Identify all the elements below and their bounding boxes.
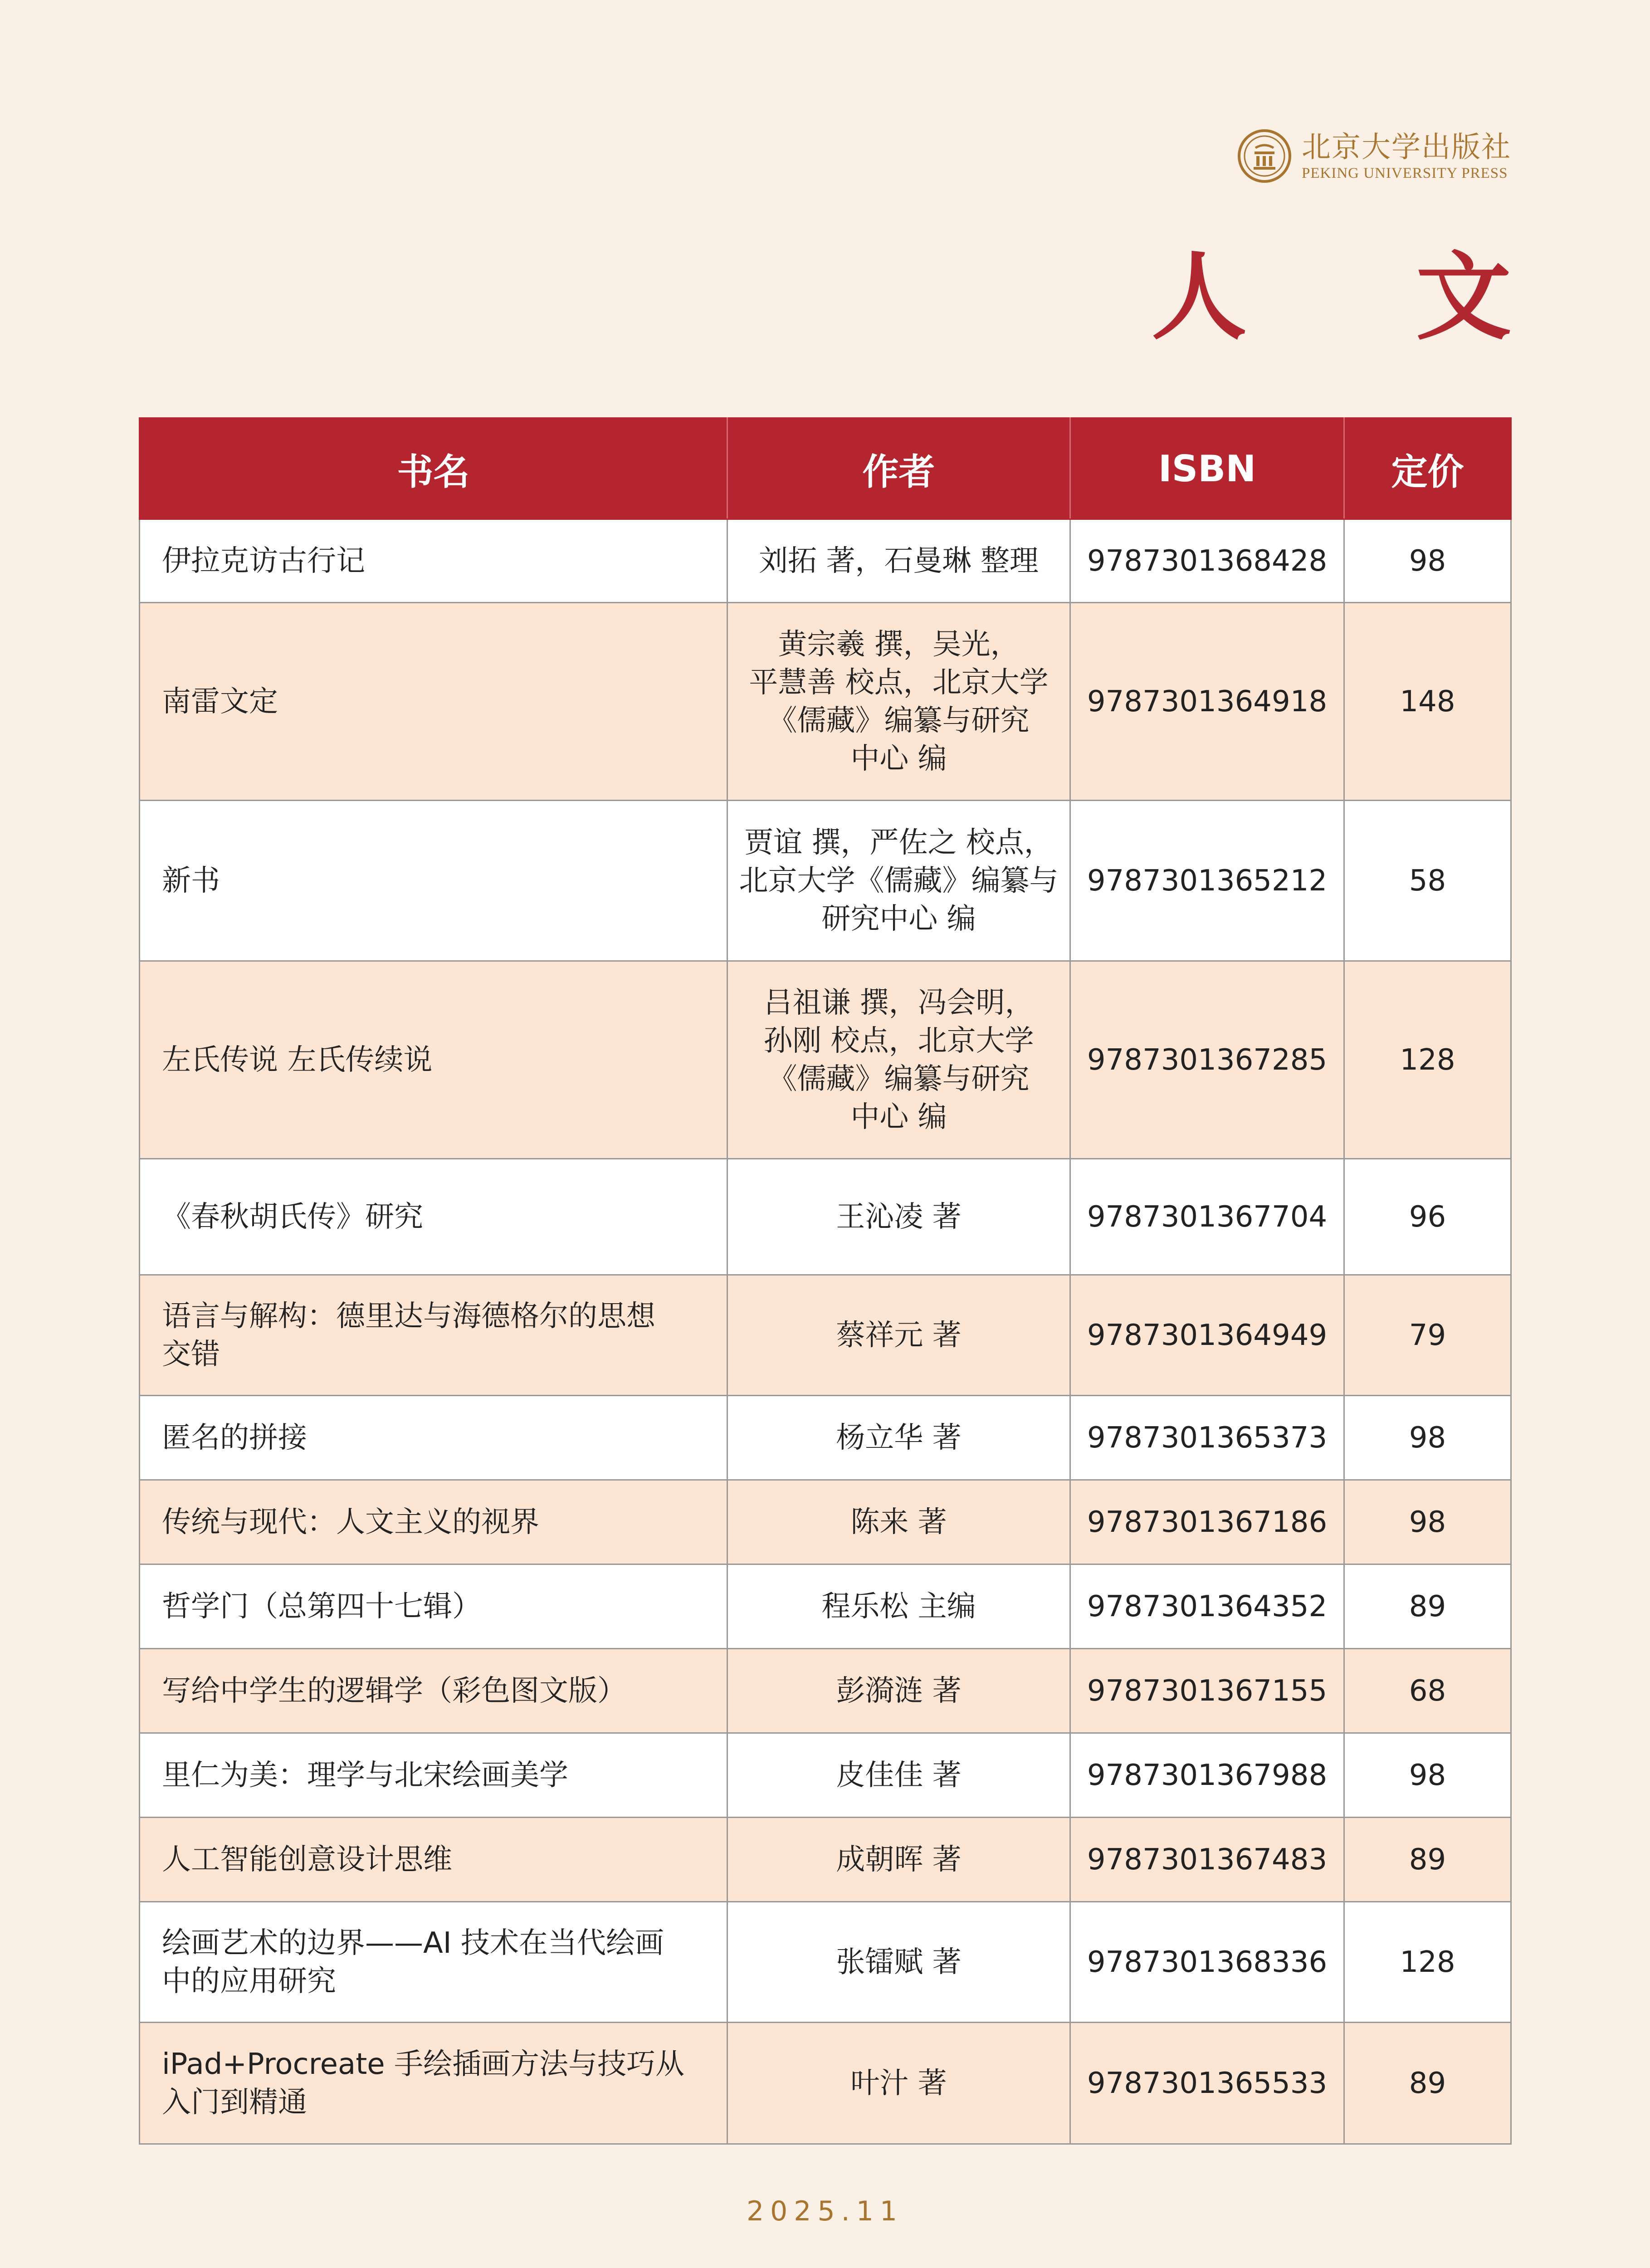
book-title-cell: 匿名的拼接 xyxy=(140,1396,727,1480)
pku-seal-icon xyxy=(1237,129,1292,183)
book-price-cell: 96 xyxy=(1344,1159,1511,1275)
table-row xyxy=(140,801,1511,961)
book-title-cell: iPad+Procreate 手绘插画方法与技巧从 入门到精通 xyxy=(140,2023,727,2144)
book-title-cell: 伊拉克访古行记 xyxy=(140,519,727,603)
book-title-cell: 哲学门（总第四十七辑） xyxy=(140,1564,727,1649)
book-isbn-cell: 9787301367186 xyxy=(1070,1480,1344,1564)
table-row xyxy=(140,1480,1511,1564)
book-title-cell: 南雷文定 xyxy=(140,603,727,801)
book-table xyxy=(139,417,1512,2145)
book-author-cell: 成朝晖 著 xyxy=(727,1818,1070,1902)
book-price-cell: 98 xyxy=(1344,1396,1511,1480)
issue-date: 2025.11 xyxy=(746,2195,904,2227)
table-row xyxy=(140,519,1511,603)
book-isbn-cell: 9787301368428 xyxy=(1070,519,1344,603)
book-author-cell: 杨立华 著 xyxy=(727,1396,1070,1480)
book-author-cell: 陈来 著 xyxy=(727,1480,1070,1564)
book-price-cell: 68 xyxy=(1344,1649,1511,1733)
book-isbn-cell: 9787301368336 xyxy=(1070,1902,1344,2023)
book-price-cell: 128 xyxy=(1344,1902,1511,2023)
category-title: 人 文 xyxy=(1151,241,1579,353)
book-title-cell: 新书 xyxy=(140,801,727,961)
book-price-cell: 89 xyxy=(1344,1818,1511,1902)
book-price-cell: 79 xyxy=(1344,1275,1511,1396)
table-row xyxy=(140,1649,1511,1733)
header-author: 作者 xyxy=(727,418,1070,519)
table-row xyxy=(140,2023,1511,2144)
table-row xyxy=(140,1733,1511,1818)
book-title-cell: 左氏传说 左氏传续说 xyxy=(140,961,727,1159)
book-isbn-cell: 9787301367155 xyxy=(1070,1649,1344,1733)
book-isbn-cell: 9787301365533 xyxy=(1070,2023,1344,2144)
table-row xyxy=(140,1818,1511,1902)
header-price: 定价 xyxy=(1344,418,1511,519)
book-isbn-cell: 9787301367483 xyxy=(1070,1818,1344,1902)
table-row xyxy=(140,961,1511,1159)
book-author-cell: 刘拓 著，石曼琳 整理 xyxy=(727,519,1070,603)
book-price-cell: 89 xyxy=(1344,2023,1511,2144)
book-price-cell: 98 xyxy=(1344,1733,1511,1818)
book-title-cell: 《春秋胡氏传》研究 xyxy=(140,1159,727,1275)
table-row xyxy=(140,603,1511,801)
book-isbn-cell: 9787301365212 xyxy=(1070,801,1344,961)
publisher-name-cn: 北京大学出版社 xyxy=(1302,131,1511,164)
book-price-cell: 128 xyxy=(1344,961,1511,1159)
table-row xyxy=(140,1902,1511,2023)
publisher-logo xyxy=(1237,129,1511,183)
book-price-cell: 98 xyxy=(1344,1480,1511,1564)
book-title-cell: 传统与现代：人文主义的视界 xyxy=(140,1480,727,1564)
book-title-cell: 里仁为美：理学与北宋绘画美学 xyxy=(140,1733,727,1818)
table-row xyxy=(140,1275,1511,1396)
book-author-cell: 王沁凌 著 xyxy=(727,1159,1070,1275)
book-isbn-cell: 9787301364949 xyxy=(1070,1275,1344,1396)
book-price-cell: 98 xyxy=(1344,519,1511,603)
book-title-cell: 写给中学生的逻辑学（彩色图文版） xyxy=(140,1649,727,1733)
book-isbn-cell: 9787301365373 xyxy=(1070,1396,1344,1480)
book-title-cell: 语言与解构：德里达与海德格尔的思想 交错 xyxy=(140,1275,727,1396)
book-author-cell: 皮佳佳 著 xyxy=(727,1733,1070,1818)
book-author-cell: 吕祖谦 撰，冯会明， 孙刚 校点，北京大学 《儒藏》编纂与研究 中心 编 xyxy=(727,961,1070,1159)
book-title-cell: 人工智能创意设计思维 xyxy=(140,1818,727,1902)
book-isbn-cell: 9787301364352 xyxy=(1070,1564,1344,1649)
book-author-cell: 贾谊 撰，严佐之 校点， 北京大学《儒藏》编纂与 研究中心 编 xyxy=(727,801,1070,961)
book-isbn-cell: 9787301364918 xyxy=(1070,603,1344,801)
header-title: 书名 xyxy=(140,418,727,519)
book-isbn-cell: 9787301367704 xyxy=(1070,1159,1344,1275)
book-price-cell: 148 xyxy=(1344,603,1511,801)
book-price-cell: 58 xyxy=(1344,801,1511,961)
header-isbn: ISBN xyxy=(1070,418,1344,519)
book-price-cell: 89 xyxy=(1344,1564,1511,1649)
table-header-row xyxy=(140,418,1511,519)
book-isbn-cell: 9787301367285 xyxy=(1070,961,1344,1159)
table-row xyxy=(140,1159,1511,1275)
book-title-cell: 绘画艺术的边界——AI 技术在当代绘画 中的应用研究 xyxy=(140,1902,727,2023)
table-row xyxy=(140,1564,1511,1649)
book-author-cell: 蔡祥元 著 xyxy=(727,1275,1070,1396)
publisher-name-en: PEKING UNIVERSITY PRESS xyxy=(1302,165,1508,181)
book-isbn-cell: 9787301367988 xyxy=(1070,1733,1344,1818)
table-row xyxy=(140,1396,1511,1480)
book-author-cell: 张镭赋 著 xyxy=(727,1902,1070,2023)
book-author-cell: 彭漪涟 著 xyxy=(727,1649,1070,1733)
book-author-cell: 叶汁 著 xyxy=(727,2023,1070,2144)
book-author-cell: 程乐松 主编 xyxy=(727,1564,1070,1649)
book-author-cell: 黄宗羲 撰，吴光， 平慧善 校点，北京大学 《儒藏》编纂与研究 中心 编 xyxy=(727,603,1070,801)
